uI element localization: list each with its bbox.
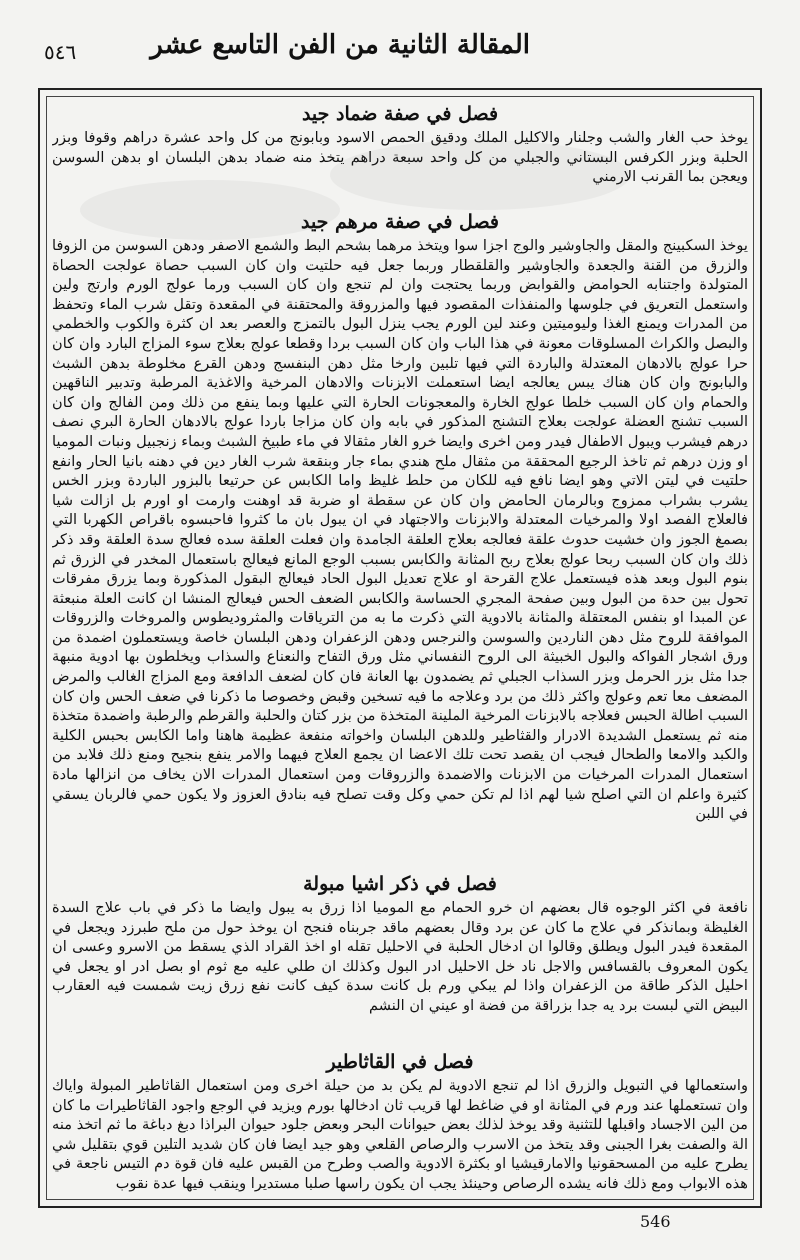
- paper-stain: [80, 180, 340, 240]
- section-body: واستعمالها في التبويل والزرق اذا لم تنجع الادوية لم يكن بد من حيلة اخرى ومن استعمال القاثاطير المبولة واياك وان تستعملها عند ورم في المثانة او في ضاغط لها قريب ثان ادخالها بورم ويزيد في الوجع واجود القاثاطيرات ما كان من الين الاجساد واقبلها للتثنية وقد يوخذ لذلك بعض حيوانات البحر وبعض جلود حيوان البراذا دبغ دباغة ما ثم اتخذ منه الة والصفت بغرا الجبنى وقد يتخذ من الاسرب والرصاص القلعي وهو جيد ايضا فان كان شديد التلين قوي بتقليل شي يطرح عليه من المسحقونيا والامارقيشيا او بكثرة الادوية والصب وطرح من القبس عليه فان قوة دم التيس ناجعة في هذه الابواب ومع ذلك فانه يشده الرصاص وحينئذ يجب ان يكون راسها صلبا مستديرا وينقب فيها عدة نقوب: [52, 1077, 748, 1192]
- main-text: [52, 100, 748, 1196]
- paper-stain: [330, 140, 630, 210]
- page-header: [40, 22, 760, 78]
- section-title: فصل في القاثاطير: [326, 1051, 474, 1073]
- running-title: المقالة الثانية من الفن التاسع عشر: [150, 30, 530, 60]
- section-body: يوخذ السكبينج والمقل والجاوشير والوج اجزا سوا ويتخذ مرهما بشحم البط والشمع الاصفر ودهن السوسن من الزوفا والزرق من القنة والجعدة والجاوشير والقلقطار وربما جعل فيه حلتيت وان كان السبب حصاة عولجت الحصاة المتولدة واجتنابه الحوامض والقوابض وربما يحتجت وان لم تنجع وان كان السبب ورما عولج الورم وارتج ولين واستعمل التعريق في جلوسها والمنفذات المقصود فيها والمزروقة والمحتقنة في المقعدة وتقل شرب الماء وتحفظ من المدرات ويمنع الغذا وليوميتين وعند لين الورم يجب ينزل البول بالتمزج والعصر بعد ان كثرة والكوب والخطمي والبصل والكراث المسلوقات معونة في هذا الباب وان كان السبب بردا وقطعا عولج بعلاج سوء المزاج البارد وان كان حرا عولج بالادهان المعتدلة والباردة التي فيها تلبين وارخا مثل دهن البنفسج ودهن القرع مخلوطة بدهن الشبث والبابونج وان كان هناك يبس يعالجه ايضا استعملت الابزنات والادهان المرخية والاغذية المرطبة وتدبير الناقهين والحمام وان كان السبب خلطا عولج الخارة والمعجونات الحارة التي عليها وبما ينفع من ذلك ومن الفالج وان كان السبب تشنج العضلة عولجت بعلاج التشنج المذكور في بابه وان كان مزاجا باردا عولج بالادهان الحارة البري نصف درهم فيشرب ويبول الاطفال فيدر ومن اخرى وايضا خرو الغار مثقالا في ماء طبيخ الشبث وبماء زنجبيل ونبات الموميا او وزن درهم ثم تاخذ الرجيع المحققة من مثقال ملح هندي بماء جار وبنقعة شرب الغار دين في دهنه بانيا الحار وانفع حلتيت في ليتن الاتي وهو ايضا نافع فيه للكان من حلط غليظ واما الكابس عن حرتيعا بالبزور الباردة وبزر الخس يشرب بشراب ممزوج وبالرمان الحامض وان كان عن سقطة او ضربة قد اوهنت وارمت او اورم بل ازالت شيا فالعلاج الفصد اولا والمرخيات المعتدلة والابزنات والاجتهاد في ان يبول بان ما كثروا فاحبسوه باقراص الكهربا التي بصمغ الجوز وان خشيت حدوث علقة فعالجه بعلاج العلقة الجامدة وان فعلت العلقة سده فعالج سدة العلقة وقد ذكر ذلك وان كان السبب ربحا عولج بعلاج ربح المثانة والكابس بسبب الوجع المانع فيعالج باستعمال المخدر في الزرق ثم بنوم البول وبعد هذه فيستعمل علاج القرحة او علاج تعديل البول الحاد فيعالج البقول المذكورة وبما يزرق مفرقات تحول بين حدة من البول وبين صفحة المجري الحساسة والكابس الضعف الحس فيعالج المنشا ان كانت العلة منبعثة عن المبدا او بنفس المعتقلة والمثانة بالادوية التي ذكرت ما به من الترياقات والمثروديطوس والمروخات والزروقات الموافقة للروح مثل دهن الناردين والسوسن والنرجس ودهن الزعفران ودهن البلسان خاصة ويستعملون اضمدة من ورق اشجار الفواكه والبول الخبيثة الى الروح النفساني مثل ورق التفاح والنعناع والسذاب ويخلطون بها ادوية منبهة جدا مثل بزر الحرمل وبزر السذاب الجبلي ثم يضمدون بها العانة فان كان لضعف الدافعة ومع المزاج الغالب والمرض المضعف معا تعم وعولج واكثر ذلك من برد وعلاجه ما فيه تسخين وقبض وخصوصا ما ذكرنا في ضعف الحس وان كان السبب اطالة الحبس فعلاجه بالابزنات المرخية الملينة المتخذة من بزر كتان والحلبة والقرطم والرطبة واضمدة متخذة منه ثم يستعمل الشديدة الادرار والقثاطير وللدهن البلسان واخواته منفعة عظيمة هاهنا واما الكابس بحبس الكلية والكبد والامعا والطحال فيجب ان يقصد تحت تلك الاعضا ان يجمع العلاج فيهما والامر ينفع بنجيح ومنع ذلك فلابد من استعمال المدرات المرخيات من الابزنات والاضمدة والزروقات ومن استعمال المدرات الان يخاف من انزالها مادة كثيرة واعلم ان التي اصلح شيا لهم اذا لم تكن حمي وكل وقت تصلح فيه بنادق العزوز ولا يكون حمي فالربان يسقي في اللبن: [52, 237, 748, 823]
- header-page-number: ٥٤٦: [44, 40, 77, 64]
- section-title: فصل في ذكر اشيا مبولة: [303, 873, 497, 895]
- section-title: فصل في صفة ضماد جيد: [301, 103, 499, 125]
- section-catheters: [52, 1048, 748, 1196]
- section-diuretics: [52, 870, 748, 1050]
- section-title: فصل في صفة مرهم جيد: [300, 211, 500, 233]
- section-ointment: [52, 208, 748, 874]
- section-body: يوخذ حب الغار والشب وجلنار والاكليل الملك ودقيق الحمص الاسود وبابونج من كل واحد عشرة دراهم وقوفا وبزر الحلبة وبزر الكرفس البستاني والجبلي من كل واحد سبعة دراهم يتخذ منه ضماد بدهن البلسان او بدهن السوسن ويعجن بما القرنب الارمني: [52, 129, 748, 186]
- footer-page-number: 546: [640, 1212, 671, 1231]
- section-body: نافعة في اكثر الوجوه قال بعضهم ان خرو الحمام مع الموميا اذا زرق به يبول وايضا ما ذكر في باب علاج السدة الغليظة وبمانذكر في علاج ما كان عن برد وقال بعضهم ماقد جربناه فنجح ان يوخذ حول من ملح طبرزد ويجعل في المقعدة فيدر البول ويطلق وقالوا ان ادخال الحلبة في الاحليل تقله او اخذ القراد الذي يسقط من الاسرو وعسى ان يكون المعروف بالقسافس والاجل ناد خل الاحليل ادر البول وكذلك ان طلي عليه مع ثوم او بصل ادر او يجعل في احليل الذكر طاقة من الزعفران واذا لم يبكي ورم بل كانت سدة كيف كانت نفع زرق زيت شمست فيه العقارب البيض التي لبست برد يه جدا بزراقة من فضة او عيني ان النشم: [52, 899, 748, 1014]
